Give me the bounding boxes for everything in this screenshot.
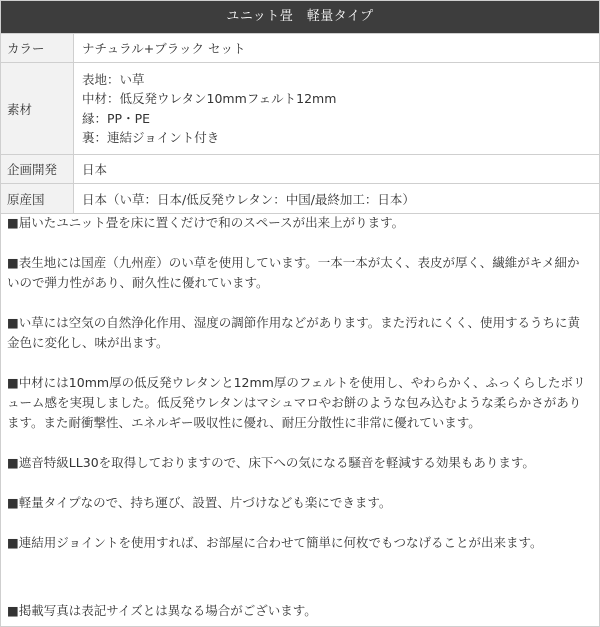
note-paragraph: ■表生地には国産（九州産）のい草を使用しています。一本一本が太く、表皮が厚く、繊維がキメ細かいので弾力性があり、耐久性に優れています。 (7, 255, 580, 290)
material-line: 裏：連結ジョイント付き (82, 130, 220, 145)
color-label: カラー (1, 34, 74, 63)
note-paragraph: ■中材には10mm厚の低反発ウレタンと12mm厚のフェルトを使用し、やわらかく、ふっくらしたボリューム感を実現しました。低反発ウレタンはマシュマロやお餅のような包み込むような柔らかさがあります。また耐衝撃性、エネルギー吸収性に優れ、耐圧分散性に非常に優れています。 (7, 375, 586, 430)
spec-table (1, 34, 599, 214)
origin-value: 日本（い草：日本/低反発ウレタン：中国/最終加工：日本） (74, 184, 600, 214)
planning-value: 日本 (74, 155, 600, 184)
note-paragraph: ■軽量タイプなので、持ち運び、設置、片づけなども楽にできます。 (7, 495, 392, 510)
color-value: ナチュラル+ブラック セット (74, 34, 600, 63)
origin-label: 原産国 (1, 184, 74, 214)
note-paragraph: ■遮音特級LL30を取得しておりますので、床下への気になる騒音を軽減する効果もあります。 (7, 455, 535, 470)
material-line: 中材：低反発ウレタン10mmフェルト12mm (82, 91, 337, 106)
note-paragraph: ■掲載写真は表記サイズとは異なる場合がございます。 (7, 603, 317, 618)
material-line: 縁：PP・PE (82, 110, 151, 126)
note-paragraph: ■い草には空気の自然浄化作用、湿度の調節作用などがあります。また汚れにくく、使用するうちに黄金色に変化し、味が出ます。 (7, 315, 581, 350)
planning-label: 企画開発 (1, 155, 74, 184)
note-paragraph: ■届いたユニット畳を床に置くだけで和のスペースが出来上がります。 (7, 215, 405, 230)
table-row (1, 34, 599, 63)
table-row (1, 155, 599, 184)
material-label: 素材 (1, 63, 74, 155)
page-title: ユニット畳 軽量タイプ (1, 1, 599, 34)
note-paragraph: ■連結用ジョイントを使用すれば、お部屋に合わせて簡単に何枚でもつなげることが出来ます。 (7, 535, 543, 550)
material-value (74, 63, 600, 155)
table-row (1, 63, 599, 155)
material-line: 表地：い草 (82, 71, 145, 87)
table-row (1, 184, 599, 214)
